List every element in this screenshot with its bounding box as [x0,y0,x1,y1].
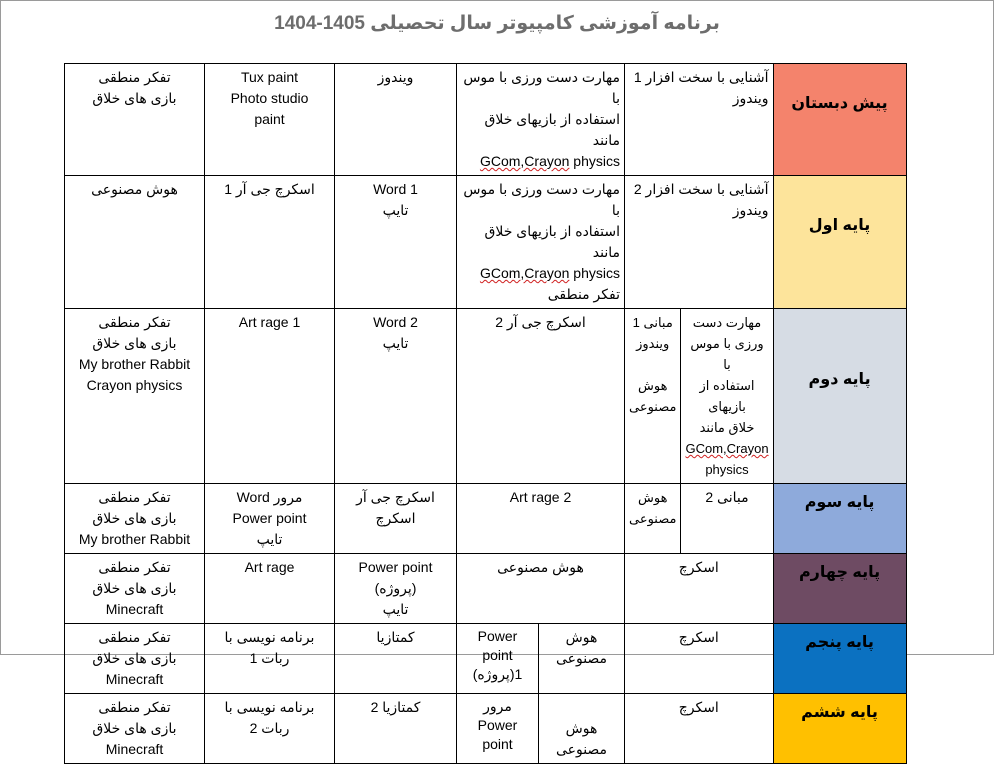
cell-scratch: اسکرچ [625,694,774,764]
grade-dovom: پایه دوم [773,309,906,484]
cell-basics: مبانی 2 [681,484,773,554]
cell-ai: هوش مصنوعی [539,694,625,764]
table-row [65,554,907,624]
grade-pish-dabestan: پیش دبستان [773,64,906,176]
cell-mouse-skills: مهارت دست ورزی با موس با استفاده از بازیهای خلاق مانند GCom,Crayon physics [457,64,625,176]
grade-sevom: پایه سوم [773,484,906,554]
page-title: برنامه آموزشی کامپیوتر سال تحصیلی 1405-1404 [274,13,720,34]
table-row [65,309,907,484]
cell-mouse-skills: مهارت دست ورزی با موس با استفاده از بازیهای خلاق مانند GCom,Crayon physics تفکر منطقی [457,176,625,309]
cell-art-rage: Art rage 1 [205,309,335,484]
cell-scratch-jr: اسکرچ جی آر 1 [205,176,335,309]
cell-art-rage: Art rage 2 [457,484,625,554]
cell-camtasia: کمتازیا 2 [335,694,457,764]
cell-ai: هوش مصنوعی [625,484,681,554]
cell-hardware: آشنایی با سخت افزار 2 ویندوز [625,176,774,309]
cell-office: مرور Word Power point تایپ [205,484,335,554]
cell-mouse-skills: مهارت دست ورزی با موس با استفاده از بازیهای خلاق مانند GCom,Crayon physics [681,309,773,484]
cell-logic: تفکر منطقی بازی های خلاق My brother Rabbit Crayon physics [65,309,205,484]
cell-camtasia: کمتازیا [335,624,457,694]
cell-art-rage: Art rage [205,554,335,624]
cell-word: Word 2 تایپ [335,309,457,484]
cell-word: Word 1 تایپ [335,176,457,309]
grade-aval: پایه اول [773,176,906,309]
cell-ai: هوش مصنوعی [65,176,205,309]
table-row [65,484,907,554]
curriculum-table [64,63,907,764]
table-row [65,624,907,694]
grade-sheshom: پایه ششم [773,694,906,764]
cell-ai: هوش مصنوعی [457,554,625,624]
cell-powerpoint: Power point (پروژه) تایپ [335,554,457,624]
cell-robot: برنامه نویسی با ربات 2 [205,694,335,764]
cell-scratch: اسکرچ جی آر اسکرچ [335,484,457,554]
cell-hardware: آشنایی با سخت افزار 1 ویندوز [625,64,774,176]
cell-windows: ویندوز [335,64,457,176]
cell-logic: تفکر منطقی بازی های خلاق My brother Rabbit [65,484,205,554]
table-row [65,64,907,176]
cell-powerpoint: Power point 1(پروژه) [457,624,539,694]
cell-logic: تفکر منطقی بازی های خلاق [65,64,205,176]
cell-robot: برنامه نویسی با ربات 1 [205,624,335,694]
grade-chaharom: پایه چهارم [773,554,906,624]
cell-logic: تفکر منطقی بازی های خلاق Minecraft [65,694,205,764]
cell-scratch: اسکرچ [625,554,774,624]
cell-scratch: اسکرچ [625,624,774,694]
table-row [65,176,907,309]
cell-logic: تفکر منطقی بازی های خلاق Minecraft [65,624,205,694]
grade-panjom: پایه پنجم [773,624,906,694]
cell-basics: مبانی 1 ویندوز هوش مصنوعی [625,309,681,484]
cell-scratch-jr: اسکرچ جی آر 2 [457,309,625,484]
cell-powerpoint: مرور Power point [457,694,539,764]
cell-logic: تفکر منطقی بازی های خلاق Minecraft [65,554,205,624]
cell-ai: هوش مصنوعی [539,624,625,694]
table-row [65,694,907,764]
cell-apps: Tux paint Photo studio paint [205,64,335,176]
